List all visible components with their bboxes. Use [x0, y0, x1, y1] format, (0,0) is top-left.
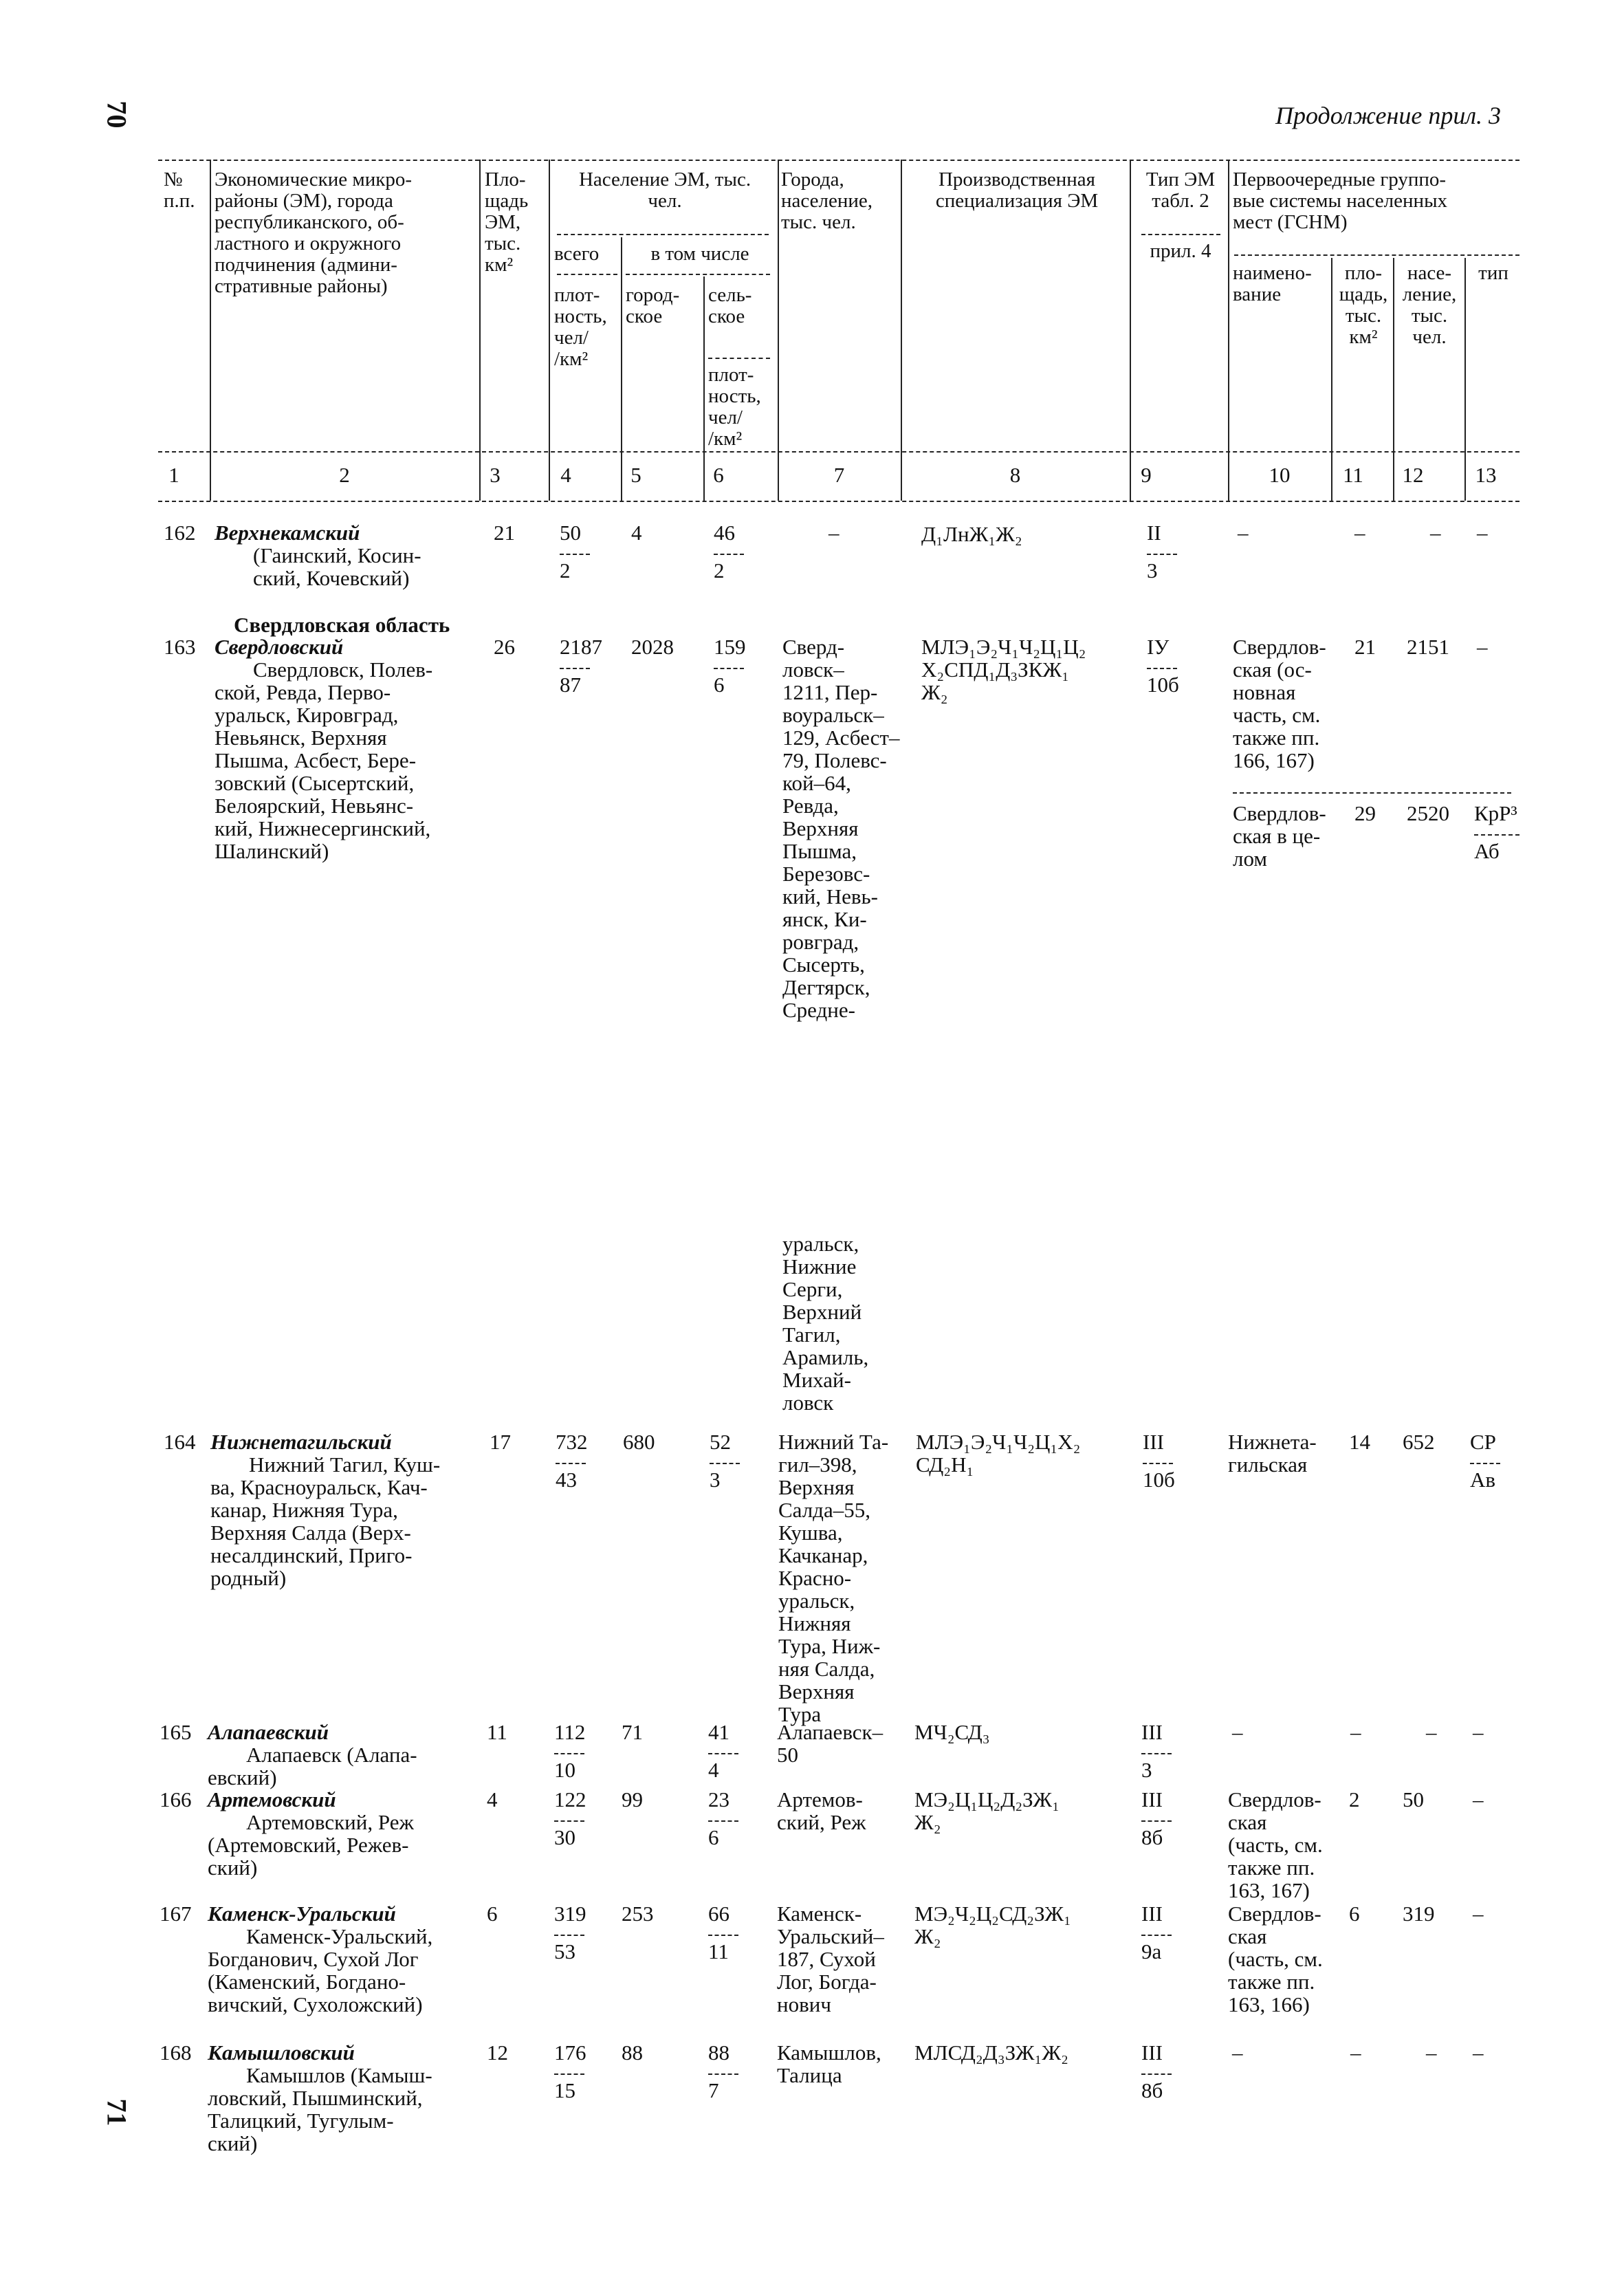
rural-population [710, 1430, 740, 1491]
header-density: плот- ность, чел/ /км² [554, 284, 607, 370]
continuation-label: Продолжение прил. 3 [1275, 102, 1502, 129]
population-total-value: 50 [560, 521, 581, 545]
gsnm-type-sub: Аб [1474, 839, 1500, 863]
cities-value: Камышлов, Талица [777, 2040, 881, 2087]
fraction-bar [560, 668, 590, 669]
fraction-bar [714, 554, 744, 555]
col-number: 7 [833, 463, 845, 487]
gsnm-type-sub: Ав [1470, 1468, 1496, 1492]
gsnm-type: – [1473, 1720, 1484, 1744]
gsnm-area: 29 [1354, 801, 1376, 825]
rural-value: 23 [708, 1787, 729, 1811]
header-type-sub: прил. 4 [1150, 240, 1211, 262]
fraction-bar [708, 1753, 738, 1754]
urban-population: 253 [622, 1902, 654, 1926]
cities-value-continued: уральск, Нижние Серги, Верхний Тагил, Арамиль, Михай- ловск [782, 1232, 869, 1415]
urban-population: 2028 [631, 635, 674, 659]
header-bottom-line [158, 451, 1519, 453]
gsnm-area: – [1354, 521, 1365, 545]
fraction-bar [1147, 668, 1177, 669]
gsnm-name: Свердлов- ская (часть, см. также пп. 163, 167) [1228, 1787, 1323, 1902]
header-area: Пло- щадь ЭМ, тыс. км² [485, 168, 529, 276]
fraction-bar [1474, 834, 1519, 836]
col-number: 9 [1141, 463, 1152, 487]
em-type-value: III [1141, 1902, 1163, 1926]
col-number: 5 [630, 463, 641, 487]
col-number: 2 [339, 463, 350, 487]
cities-value: Каменск- Уральский– 187, Сухой Лог, Богда- нович [777, 1902, 884, 2016]
population-total [556, 1430, 588, 1491]
col-divider [778, 160, 779, 501]
rural-density-value: 4 [708, 1758, 719, 1782]
gsnm-type [1474, 802, 1519, 862]
header-gsnm-population: насе- ление, тыс. чел. [1402, 262, 1457, 348]
fraction-bar [554, 2073, 584, 2075]
gsnm-area: 14 [1349, 1430, 1370, 1454]
fraction-bar [1143, 1463, 1173, 1464]
fraction-bar [554, 1820, 584, 1822]
gsnm-divider [1233, 792, 1511, 794]
region-districts: Алапаевск (Алапа- евский) [208, 1743, 417, 1789]
rural-population [708, 1788, 738, 1849]
col-number: 6 [713, 463, 724, 487]
cities-value: – [829, 521, 840, 545]
rural-value: 41 [708, 1720, 729, 1744]
region-heading: Свердловская область [234, 613, 450, 637]
fraction-bar [554, 1753, 584, 1754]
rural-density-value: 7 [708, 2078, 719, 2102]
cities-value: Нижний Та- гил–398, Верхняя Салда–55, Кушва, Качканар, Красно- уральск, Нижняя Тура, Ниж- няя Салда, Верхняя Тура [778, 1430, 889, 1726]
specialization: Д₁ЛнЖ₁Ж₂ [921, 522, 1022, 546]
header-rural-density: плот- ность, чел/ /км² [708, 364, 761, 450]
col-divider [1228, 160, 1229, 501]
col-divider [901, 160, 902, 501]
region-districts: Свердловск, Полев- ской, Ревда, Перво- уральск, Кировград, Невьянск, Верхняя Пышма, Асбест, Бере- зовский (Сысертский, Белоярский, Невьянс- кий, Нижнесергинский, Шалинский) [215, 657, 433, 863]
col-divider [1464, 258, 1466, 501]
header-inner-line [1141, 234, 1220, 235]
gsnm-population: 652 [1403, 1430, 1435, 1454]
urban-population: 88 [622, 2040, 643, 2065]
header-inner-line [626, 274, 770, 275]
em-type-sub: 10б [1147, 673, 1179, 697]
population-total [554, 1902, 586, 1963]
density-value: 87 [560, 673, 581, 697]
rural-density-value: 6 [708, 1825, 719, 1849]
header-specialization: Производственная специализация ЭМ [935, 168, 1099, 212]
region-name: Каменск-Уральский [208, 1902, 396, 1926]
em-type [1141, 1902, 1172, 1963]
gsnm-type: – [1473, 2040, 1484, 2065]
area-value: 6 [487, 1902, 498, 1926]
row-number: 163 [164, 635, 196, 659]
row-number: 165 [160, 1720, 192, 1744]
col-number: 4 [560, 463, 571, 487]
region-name: Свердловский [215, 635, 344, 659]
gsnm-area: – [1350, 1720, 1361, 1744]
gsnm-type-value: СР [1470, 1430, 1496, 1454]
em-type [1141, 2041, 1172, 2102]
col-divider [1130, 160, 1131, 501]
rural-value: 159 [714, 635, 746, 659]
gsnm-type: – [1477, 521, 1488, 545]
specialization: МЛЭ₁Э₂Ч₁Ч₂Ц₁Ц₂ Х₂СПД₁Д₃ЗКЖ₁ Ж₂ [921, 635, 1086, 704]
col-divider [479, 160, 481, 501]
population-total [554, 2041, 586, 2102]
col-number: 10 [1269, 463, 1291, 487]
urban-population: 4 [631, 521, 642, 545]
col-number: 8 [1009, 463, 1021, 487]
fraction-bar [1141, 1935, 1172, 1936]
gsnm-population: – [1426, 1720, 1437, 1744]
em-type-sub: 8б [1141, 2078, 1163, 2102]
population-total-value: 176 [554, 2040, 586, 2065]
col-divider [1331, 258, 1332, 501]
header-total: всего [554, 243, 600, 265]
row-number: 167 [160, 1902, 192, 1926]
population-total [554, 1788, 586, 1849]
gsnm-population: 2520 [1407, 801, 1449, 825]
cities-value: Артемов- ский, Реж [777, 1787, 866, 1834]
region-name: Верхнекамский [215, 521, 360, 545]
area-value: 4 [487, 1787, 498, 1811]
gsnm-type: – [1473, 1902, 1484, 1926]
em-type [1143, 1430, 1175, 1491]
header-inner-line [1234, 254, 1519, 256]
area-value: 21 [494, 521, 515, 545]
gsnm-area: 2 [1349, 1787, 1360, 1811]
em-type-sub: 8б [1141, 1825, 1163, 1849]
header-inner-line [708, 358, 770, 359]
gsnm-name: Свердлов- ская (часть, см. также пп. 163, 166) [1228, 1902, 1323, 2016]
page-number-bottom: 71 [101, 2098, 133, 2126]
gsnm-area: – [1350, 2040, 1361, 2065]
population-total [560, 521, 590, 582]
fraction-bar [554, 1935, 584, 1936]
region-name: Алапаевский [208, 1720, 329, 1744]
col-divider [210, 160, 211, 501]
header-region: Экономические микро- районы (ЭМ), города республиканского, об- ластного и окружного подчинения (админи- стративные районы) [215, 168, 412, 297]
colnum-bottom-line [158, 501, 1519, 502]
rural-population [714, 635, 746, 696]
gsnm-type: – [1477, 635, 1488, 659]
em-type-value: II [1147, 521, 1161, 545]
fraction-bar [560, 554, 590, 555]
gsnm-area: 6 [1349, 1902, 1360, 1926]
cities-value: Алапаевск– 50 [777, 1720, 884, 1767]
em-type [1147, 521, 1177, 582]
rural-value: 66 [708, 1902, 729, 1926]
em-type [1141, 1788, 1172, 1849]
header-top-line [158, 160, 1519, 161]
col-number: 1 [168, 463, 179, 487]
rural-density-value: 3 [710, 1468, 721, 1492]
header-inner-line [557, 234, 769, 235]
header-gsnm: Первоочередные группо- вые системы населенных мест (ГСНМ) [1233, 168, 1448, 233]
area-value: 26 [494, 635, 515, 659]
rural-population [714, 521, 744, 582]
header-inner-line [557, 274, 617, 275]
gsnm-type [1470, 1430, 1500, 1491]
region-districts: Артемовский, Реж (Артемовский, Режев- ский) [208, 1810, 414, 1880]
header-including: в том числе [650, 243, 749, 265]
gsnm-name: Свердлов- ская (ос- новная часть, см. также пп. 166, 167) [1233, 635, 1326, 772]
col-number: 12 [1402, 463, 1424, 487]
density-value: 15 [554, 2078, 575, 2102]
fraction-bar [1141, 1820, 1172, 1822]
header-num: № п.п. [164, 168, 195, 212]
row-number: 168 [160, 2040, 192, 2065]
gsnm-type: – [1473, 1787, 1484, 1811]
specialization: МЭ₂Ц₁Ц₂Д₂ЗЖ₁ Ж₂ [914, 1787, 1060, 1834]
gsnm-population: – [1426, 2040, 1437, 2065]
em-type [1147, 635, 1179, 696]
urban-population: 680 [623, 1430, 655, 1454]
population-total [554, 1721, 585, 1781]
gsnm-type-value: КрР³ [1474, 801, 1517, 825]
area-value: 11 [487, 1720, 507, 1744]
header-gsnm-name: наимено- вание [1233, 262, 1312, 305]
fraction-bar [708, 1935, 738, 1936]
gsnm-population: 2151 [1407, 635, 1449, 659]
population-total-value: 319 [554, 1902, 586, 1926]
population-total [560, 635, 602, 696]
gsnm-population: 319 [1403, 1902, 1435, 1926]
em-type-sub: 9а [1141, 1939, 1162, 1963]
fraction-bar [1141, 2073, 1172, 2075]
em-type-value: III [1141, 2040, 1163, 2065]
em-type-value: IУ [1147, 635, 1170, 659]
header-population: Население ЭМ, тыс. чел. [578, 168, 751, 212]
rural-population [708, 1902, 738, 1963]
rural-population [708, 1721, 738, 1781]
em-type [1141, 1721, 1172, 1781]
fraction-bar [714, 668, 744, 669]
header-type: Тип ЭМ табл. 2 [1145, 168, 1216, 212]
header-gsnm-type: тип [1478, 262, 1508, 284]
gsnm-name: – [1232, 1720, 1243, 1744]
region-name: Камышловский [208, 2040, 355, 2065]
col-divider [549, 160, 550, 501]
col-number: 3 [490, 463, 501, 487]
fraction-bar [710, 1463, 740, 1464]
rural-value: 46 [714, 521, 735, 545]
col-number: 11 [1343, 463, 1363, 487]
fraction-bar [708, 2073, 738, 2075]
rural-value: 88 [708, 2040, 729, 2065]
gsnm-area: 21 [1354, 635, 1376, 659]
specialization: МЭ₂Ч₂Ц₂СД₂ЗЖ₁ Ж₂ [914, 1902, 1071, 1948]
specialization: МЛСД₂Д₃ЗЖ₁Ж₂ [914, 2040, 1068, 2065]
fraction-bar [1147, 554, 1177, 555]
header-rural: сель- ское [708, 284, 752, 327]
gsnm-population: 50 [1403, 1787, 1424, 1811]
col-number: 13 [1475, 463, 1497, 487]
fraction-bar [1470, 1463, 1500, 1464]
em-type-sub: 3 [1147, 558, 1158, 583]
rural-density-value: 6 [714, 673, 725, 697]
col-divider [703, 276, 705, 501]
em-type-sub: 10б [1143, 1468, 1175, 1492]
density-value: 10 [554, 1758, 575, 1782]
em-type-value: III [1143, 1430, 1164, 1454]
area-value: 12 [487, 2040, 508, 2065]
region-districts: Каменск-Уральский, Богданович, Сухой Лог (Каменский, Богдано- вичский, Сухоложский) [208, 1924, 433, 2016]
header-cities: Города, население, тыс. чел. [781, 168, 873, 233]
col-divider [621, 237, 622, 501]
density-value: 2 [560, 558, 571, 583]
region-districts: (Гаинский, Косин- ский, Кочевский) [253, 543, 421, 590]
fraction-bar [708, 1820, 738, 1822]
rural-population [708, 2041, 738, 2102]
urban-population: 71 [622, 1720, 643, 1744]
region-districts: Нижний Тагил, Куш- ва, Красноуральск, Кач- канар, Нижняя Тура, Верхняя Салда (Верх- несалдинский, Приго- родный) [210, 1452, 441, 1590]
region-name: Нижнетагильский [210, 1430, 392, 1454]
header-gsnm-area: пло- щадь, тыс. км² [1339, 262, 1388, 348]
fraction-bar [556, 1463, 586, 1464]
gsnm-name: Свердлов- ская в це- лом [1233, 801, 1326, 871]
em-type-value: III [1141, 1787, 1163, 1811]
specialization: МЧ₂СД₃ [914, 1720, 990, 1744]
fraction-bar [1141, 1753, 1172, 1754]
gsnm-population: – [1430, 521, 1441, 545]
header-urban: город- ское [626, 284, 680, 327]
urban-population: 99 [622, 1787, 643, 1811]
gsnm-name: – [1238, 521, 1249, 545]
specialization: МЛЭ₁Э₂Ч₁Ч₂Ц₁Х₂ СД₂Н₁ [916, 1430, 1081, 1477]
rural-density-value: 11 [708, 1939, 729, 1963]
row-number: 162 [164, 521, 196, 545]
rural-density-value: 2 [714, 558, 725, 583]
gsnm-name: Нижнета- гильская [1228, 1430, 1317, 1477]
population-total-value: 122 [554, 1787, 586, 1811]
col-divider [1393, 258, 1394, 501]
row-number: 164 [164, 1430, 196, 1454]
population-total-value: 732 [556, 1430, 588, 1454]
region-name: Артемовский [208, 1787, 336, 1811]
em-type-sub: 3 [1141, 1758, 1152, 1782]
density-value: 43 [556, 1468, 577, 1492]
cities-value: Сверд- ловск– 1211, Пер- воуральск– 129, Асбест– 79, Полевс- кой–64, Ревда, Верхняя Пышма, Березовс- кий, Невь- янск, Ки- ровград, Сысерть, Дегтярск, Средне- [782, 635, 900, 1022]
gsnm-name: – [1232, 2040, 1243, 2065]
page-number-top: 70 [101, 100, 133, 129]
population-total-value: 112 [554, 1720, 586, 1744]
region-districts: Камышлов (Камыш- ловский, Пышминский, Талицкий, Тугулым- ский) [208, 2063, 432, 2155]
density-value: 30 [554, 1825, 575, 1849]
rural-value: 52 [710, 1430, 731, 1454]
population-total-value: 2187 [560, 635, 602, 659]
area-value: 17 [490, 1430, 511, 1454]
row-number: 166 [160, 1787, 192, 1811]
density-value: 53 [554, 1939, 575, 1963]
em-type-value: III [1141, 1720, 1163, 1744]
